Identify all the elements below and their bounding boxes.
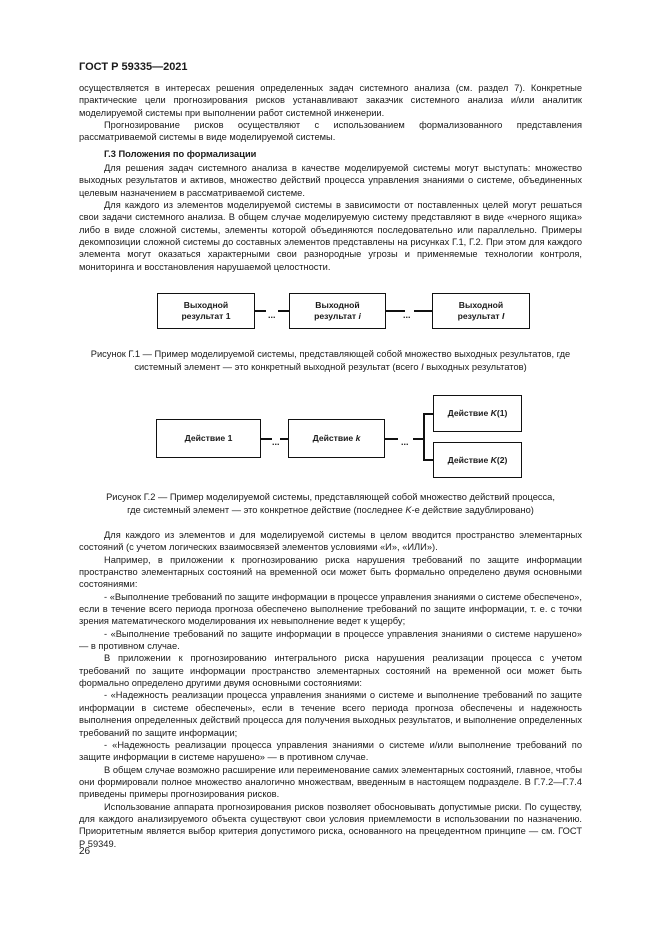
box-label: результат <box>457 311 502 321</box>
connector-line <box>385 438 398 440</box>
box-label: Выходной <box>183 300 229 310</box>
document-header: ГОСТ Р 59335—2021 <box>79 61 188 73</box>
intro-text <box>79 82 582 273</box>
paragraph: Для решения задач системного анализа в качестве моделируемой системы могут выступать: множество выходных результатов и активов, множество действий процесса управления знаниями о системе, объединенных целевым назначением в рассматриваемой системе. <box>79 163 582 198</box>
connector-line <box>423 459 433 461</box>
ellipsis: ... <box>272 437 280 447</box>
page-number: 26 <box>79 846 91 857</box>
connector-line <box>278 310 289 312</box>
box-label: Выходной <box>458 300 504 310</box>
caption-text: выходных результатов) <box>423 361 527 372</box>
box-variable: K <box>490 454 497 465</box>
paragraph: Использование аппарата прогнозирования рисков позволяет обосновывать допустимые риски. По существу, для каждого анализируемого объекта существуют свои условия приемлемости в использовании по назначению. Приоритетным является выбор критерия допустимого риска, основанного на прецедентном принципе — см. ГОСТ Р 59349. <box>79 801 582 849</box>
caption-line <box>79 361 582 374</box>
ellipsis: ... <box>401 437 409 447</box>
branch-line <box>423 413 425 460</box>
box-label: Действие <box>447 408 491 418</box>
box-variable: k <box>355 433 361 443</box>
ellipsis: ... <box>268 310 276 320</box>
box-label: результат 1 <box>181 311 231 321</box>
paragraph: Прогнозирование рисков осуществляют с использованием формализованного представления рассматриваемой системы в виде моделируемой системы. <box>79 120 582 143</box>
caption-text: системный элемент — это конкретный выходной результат (всего <box>134 361 422 372</box>
list-item: - «Выполнение требований по защите информации в процессе управления знаниями о системе нарушено» — в противном случае. <box>79 628 582 652</box>
action-box-K2 <box>433 442 522 478</box>
box-variable: K <box>490 408 497 418</box>
paragraph: В приложении к прогнозированию интегрального риска нарушения реализации процесса с учетом требований по защите информации пространство элементарных состояний на временной оси может быть формально определено другими двумя основными состояниями: <box>79 653 582 689</box>
ellipsis: ... <box>403 310 411 320</box>
paragraph: Например, в приложении к прогнозированию риска нарушения требований по защите информации пространство элементарных состояний на временной оси может быть формально определено двумя основными состояниями: <box>79 554 582 590</box>
body-text <box>79 529 582 850</box>
box-label: (1) <box>496 408 508 418</box>
output-result-box-1 <box>157 293 255 329</box>
caption-variable: K <box>405 504 412 515</box>
caption-text: где системный элемент — это конкретное действие (последнее <box>127 504 406 515</box>
box-variable: i <box>358 311 361 321</box>
caption-line: Рисунок Г.2 — Пример моделируемой системы, представляющей собой множество действий процесса, <box>106 492 555 502</box>
list-item: - «Надежность реализации процесса управления знаниями о системе и/или выполнение требований по защите информации в системе нарушено» — в противном случае. <box>79 739 582 763</box>
connector-line <box>414 310 432 312</box>
action-box-k <box>288 419 385 458</box>
caption-text: -е действие задублировано) <box>411 504 534 515</box>
paragraph: В общем случае возможно расширение или переименование самих элементарных состояний, главное, чтобы они формировали полное множество аналогично множествам, введенным в настоящем подразделе. В Г.7.2—Г.7.4 приведены примеры прогнозирования рисков. <box>79 764 582 800</box>
figure-2-caption <box>79 491 582 516</box>
caption-variable: I <box>421 361 424 372</box>
action-box-K1 <box>433 395 522 432</box>
box-label: Выходной <box>315 300 360 310</box>
action-box-1 <box>156 419 261 458</box>
paragraph: Для каждого из элементов моделируемой системы в зависимости от поставленных целей могут решаться свои задачи системного анализа. В общем случае моделируемую систему представляют в виде «черного ящика» либо в виде сложной системы, элементы которой объединяются последовательно или параллельно. Примеры декомпозиции сложной системы до составных элементов представлены на рисунках Г.1, Г.2. При этом для каждого элемента могут оказаться характерными свои разнородные угрозы и применяемые технологии контроля, мониторинга и восстановления нарушаемой целостности. <box>79 200 582 272</box>
box-variable: I <box>501 311 505 321</box>
paragraph: осуществляется в интересах решения определенных задач системного анализа (см. раздел 7). Конкретные практические цели прогнозирования рисков устанавливают заказчик системного анализа и/или аналитик моделируемой системы при выполнении работ системной инженерии. <box>79 83 582 118</box>
section-heading: Г.3 Положения по формализации <box>104 148 257 159</box>
connector-line <box>261 438 272 440</box>
list-item: - «Надежность реализации процесса управления знаниями о системе и выполнение требований по защите информации в системе обеспечены», если в течение всего периода прогноза обеспечены и надежность выполнения определенных действий процесса для получения выходных результатов, и выполнение определенных требований по защите информации; <box>79 690 582 738</box>
box-label: (2) <box>496 454 508 465</box>
output-result-box-I <box>432 293 530 329</box>
caption-line <box>79 504 582 517</box>
box-label: Действие <box>312 433 356 443</box>
list-item: - «Выполнение требований по защите информации в процессе управления знаниями о системе обеспечено», если в течение всего периода прогноза обеспечено выполнение требований по защите информации, т. е. с точки зрения математического моделирования их невыполнение ведет к ущербу; <box>79 591 582 627</box>
connector-line <box>423 413 433 415</box>
caption-line: Рисунок Г.1 — Пример моделируемой системы, представляющей собой множество выходных результатов, где <box>90 349 571 359</box>
connector-line <box>280 438 288 440</box>
connector-line <box>255 310 266 312</box>
box-label: Действие <box>447 454 491 465</box>
box-label: результат <box>314 311 359 321</box>
output-result-box-i <box>289 293 386 329</box>
box-label: Действие 1 <box>184 433 233 443</box>
figure-1-caption <box>79 348 582 373</box>
paragraph: Для каждого из элементов и для моделируемой системы в целом вводится пространство элементарных состояний (с учетом логических взаимосвязей элементов условиями «И», «ИЛИ»). <box>79 530 582 553</box>
